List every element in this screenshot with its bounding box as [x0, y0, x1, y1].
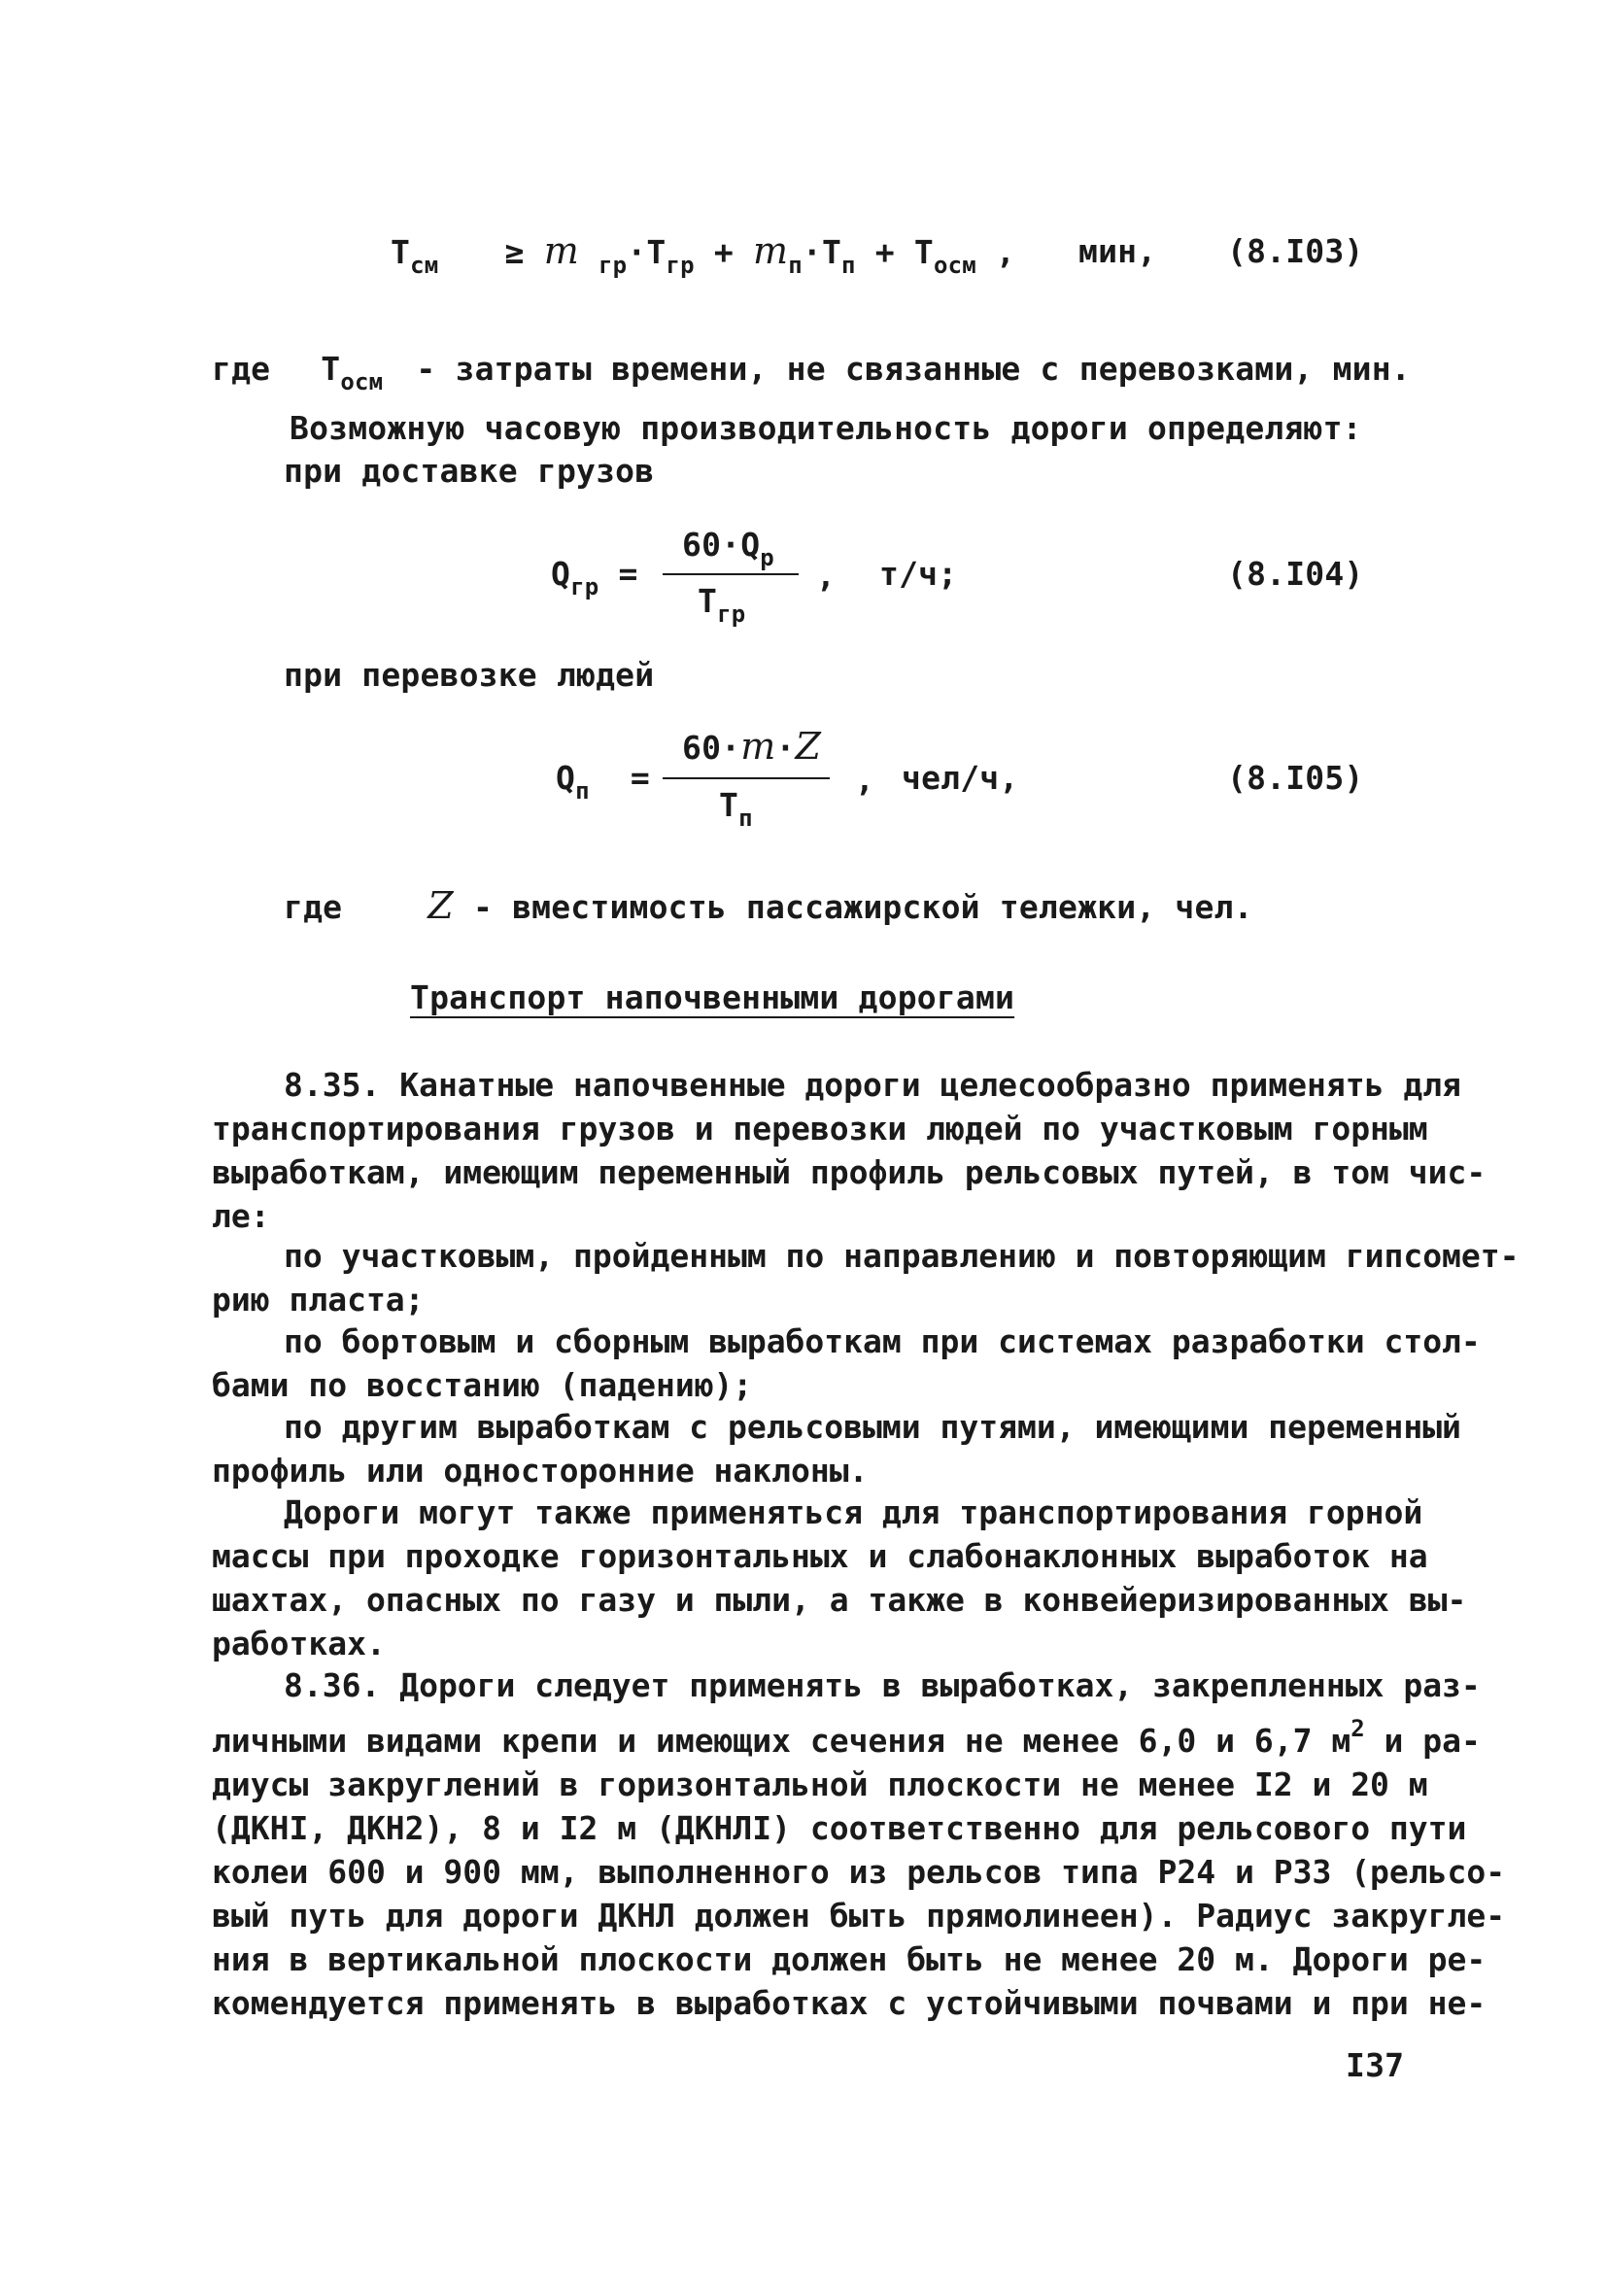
formula-subscript: осм — [933, 252, 976, 279]
formula-unit: мин, — [1078, 232, 1157, 270]
formula-symbol: Т — [719, 786, 739, 824]
formula-subscript: р — [760, 544, 774, 571]
formula-subscript: п — [738, 805, 753, 832]
section-title: Транспорт напочвенными дорогами — [410, 978, 1015, 1016]
formula-symbol: m — [753, 229, 789, 272]
list-item-835 — [212, 1319, 1481, 1407]
formula-symbol: Т — [321, 350, 341, 388]
formula-subscript: гр — [717, 600, 746, 628]
formula-symbol: Q — [556, 759, 576, 797]
paragraph-line: по участковым, пройденным по направлению и повторяющим гипсомет- — [284, 1237, 1520, 1275]
formula-number: (8.I03) — [1227, 232, 1364, 270]
formula-symbol: Z — [427, 884, 454, 927]
formula-subscript: п — [841, 252, 856, 279]
paragraph-line: комендуется применять в выработках с устойчивыми почвами и при не- — [212, 1984, 1487, 2022]
fraction-numerator — [682, 725, 821, 770]
formula-symbol: 60· — [682, 729, 741, 767]
formula-symbol: ·Т — [802, 233, 842, 271]
paragraph-line: колеи 600 и 900 мм, выполненного из рельсов типа Р24 и Р33 (рельсо- — [212, 1853, 1506, 1891]
where-clause — [284, 884, 1253, 929]
paragraph-line: 8.36. Дороги следует применять в выработках, закрепленных раз- — [284, 1666, 1481, 1704]
paragraph-text: личными видами крепи и имеющих сечения не менее 6,0 и 6,7 м — [212, 1722, 1351, 1760]
formula-operator: + Т — [874, 233, 934, 271]
formula-symbol: Z — [795, 725, 822, 768]
paragraph-line: массы при проходке горизонтальных и слабонаклонных выработок на — [212, 1537, 1428, 1575]
fraction-denominator — [719, 783, 753, 840]
where-word: где — [212, 350, 271, 388]
paragraph-line: бами по восстанию (падению); — [212, 1366, 753, 1404]
formula-subscript: п — [788, 252, 803, 279]
formula-comma: , — [816, 557, 837, 595]
formula-symbol: m — [740, 725, 776, 768]
paragraph-8-35 — [212, 1063, 1487, 1238]
formula-symbol: Q — [551, 555, 571, 593]
fraction-numerator — [682, 523, 774, 580]
formula-subscript: гр — [666, 252, 695, 279]
paragraph-line — [212, 1707, 1481, 1763]
paragraph-line: профиль или односторонние наклоны. — [212, 1452, 869, 1490]
paragraph-line: Дороги могут также применяться для транспортирования горной — [284, 1493, 1423, 1531]
formula-relation: ≥ — [504, 233, 525, 271]
body-line: при перевозке людей — [284, 656, 655, 694]
formula-comma: , — [855, 761, 875, 799]
formula-subscript: п — [575, 777, 590, 805]
formula-subscript: осм — [340, 368, 384, 395]
paragraph-text: и ра- — [1364, 1722, 1481, 1760]
list-item-835 — [212, 1234, 1520, 1321]
formula-operator: = — [630, 759, 650, 797]
formula-operator: + — [713, 233, 734, 271]
paragraph-line: (ДКНI, ДКН2), 8 и I2 м (ДКНЛI) соответственно для рельсового пути — [212, 1809, 1467, 1847]
formula-number: (8.I05) — [1227, 759, 1364, 797]
paragraph-line: выработкам, имеющим переменный профиль рельсовых путей, в том чис- — [212, 1153, 1487, 1191]
paragraph-line: ле: — [212, 1197, 270, 1235]
fraction-bar — [663, 573, 799, 575]
formula-symbol: 60·Q — [682, 526, 761, 564]
formula-symbol: ·Т — [627, 233, 667, 271]
formula-symbol: Т — [698, 582, 718, 620]
where-word: где — [284, 888, 343, 926]
formula-unit: т/ч; — [879, 555, 958, 593]
formula-number: (8.I04) — [1227, 555, 1364, 593]
paragraph-line: 8.35. Канатные напочвенные дороги целесообразно применять для — [284, 1066, 1461, 1104]
paragraph-line: шахтах, опасных по газу и пыли, а также в конвейеризированных вы- — [212, 1581, 1467, 1619]
paragraph-line: диусы закруглений в горизонтальной плоскости не менее I2 и 20 м — [212, 1765, 1428, 1803]
paragraph-line: работках. — [212, 1625, 386, 1662]
formula-8-103 — [391, 229, 1015, 288]
body-line: Возможную часовую производительность дороги определяют: — [290, 409, 1362, 447]
paragraph-line: транспортирования грузов и перевозки людей по участковым горным — [212, 1110, 1428, 1148]
where-clause — [212, 347, 1411, 404]
fraction-bar — [663, 777, 830, 779]
where-text: - вместимость пассажирской тележки, чел. — [472, 888, 1253, 926]
superscript: 2 — [1351, 1715, 1365, 1742]
formula-unit: чел/ч, — [902, 759, 1019, 797]
formula-subscript: см — [410, 252, 439, 279]
where-text: - затраты времени, не связанные с перевозками, мин. — [416, 350, 1411, 388]
body-line: при доставке грузов — [284, 452, 655, 490]
paragraph-line: вый путь для дороги ДКНЛ должен быть прямолинеен). Радиус закругле- — [212, 1897, 1506, 1935]
formula-symbol: m — [543, 229, 579, 272]
page-number: I37 — [1346, 2046, 1405, 2084]
paragraph-line: ния в вертикальной плоскости должен быть не менее 20 м. Дороги ре- — [212, 1940, 1487, 1978]
formula-symbol: Т — [391, 233, 411, 271]
list-item-835 — [212, 1491, 1467, 1665]
formula-subscript: гр — [570, 573, 599, 600]
formula-symbol: · — [775, 729, 796, 767]
fraction-denominator — [698, 579, 745, 636]
paragraph-line: по другим выработкам с рельсовыми путями, имеющими переменный — [284, 1408, 1461, 1446]
paragraph-8-36 — [212, 1663, 1506, 2025]
formula-lhs — [556, 756, 650, 813]
formula-operator: = — [618, 555, 638, 593]
paragraph-line: по бортовым и сборным выработкам при системах разработки стол- — [284, 1322, 1481, 1360]
paragraph-line: рию пласта; — [212, 1281, 425, 1319]
list-item-835 — [212, 1405, 1461, 1492]
formula-lhs — [551, 552, 638, 609]
formula-subscript: гр — [598, 252, 628, 279]
formula-comma: , — [996, 233, 1016, 271]
